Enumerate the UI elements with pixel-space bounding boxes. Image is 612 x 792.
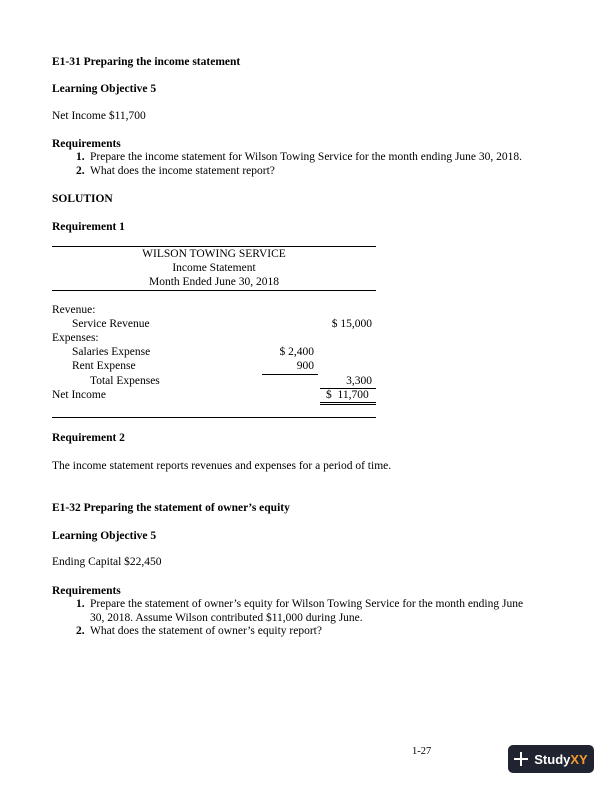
requirement-2-heading: Requirement 2 [52,432,125,444]
requirements-list [76,598,556,639]
rent-expense-value: 900 [296,360,314,372]
statement-top-rule [52,246,376,247]
exercise-title: E1-31 Preparing the income statement [52,56,241,68]
exercise-title: E1-32 Preparing the statement of owner’s equity [52,502,290,514]
requirement-text: What does the statement of owner’s equity report? [90,625,322,637]
double-rule-2 [320,404,376,405]
service-revenue-value: $ 15,000 [331,318,372,330]
rent-expense-label: Rent Expense [72,360,136,372]
brand-name-part: Study [534,751,571,767]
requirement-text-line: Prepare the statement of owner’s equity for Wilson Towing Service for the month ending June [90,598,524,610]
requirement-item [76,625,556,639]
requirement-number: 2. [76,164,85,177]
studyxy-badge[interactable] [508,745,594,773]
requirement-number: 1. [76,151,85,163]
net-income-label: Net Income [52,389,106,401]
brand-label [534,752,587,767]
plus-icon [514,752,528,766]
statement-bottom-rule [52,417,376,418]
salaries-expense-value: $ 2,400 [279,346,314,358]
expenses-label: Expenses: [52,332,99,344]
double-rule-1 [320,402,376,403]
requirement-2-answer: The income statement reports revenues and expenses for a period of time. [52,460,392,472]
requirement-1-heading: Requirement 1 [52,221,125,233]
requirement-text-line: 30, 2018. Assume Wilson contributed $11,000 during June. [90,611,363,624]
total-expenses-label: Total Expenses [90,375,160,387]
requirements-list [76,151,522,178]
total-expenses-value: 3,300 [346,375,372,387]
requirements-heading: Requirements [52,585,121,597]
statement-period: Month Ended June 30, 2018 [148,276,279,288]
requirement-item [76,165,522,179]
revenue-label: Revenue: [52,304,96,316]
statement-name: Income Statement [172,262,256,274]
learning-objective: Learning Objective 5 [52,530,157,542]
requirement-item [76,151,522,165]
salaries-expense-label: Salaries Expense [72,346,151,358]
statement-header-rule [52,290,376,291]
statement-company: WILSON TOWING SERVICE [142,248,286,260]
answer-text: Ending Capital $22,450 [52,556,162,568]
service-revenue-label: Service Revenue [72,318,150,330]
requirement-number: 2. [76,625,85,637]
requirements-heading: Requirements [52,138,121,150]
requirement-text: Prepare the income statement for Wilson Towing Service for the month ending June 30, 2018. [90,151,523,163]
brand-name-accent: XY [570,751,588,767]
answer-text: Net Income $11,700 [52,110,146,122]
page-number: 1-27 [412,746,432,757]
requirement-text: What does the income statement report? [90,164,275,177]
requirement-item [76,598,556,625]
learning-objective: Learning Objective 5 [52,83,157,95]
solution-heading: SOLUTION [52,193,113,205]
net-income-value: $ 11,700 [326,389,369,401]
requirement-number: 1. [76,598,85,610]
